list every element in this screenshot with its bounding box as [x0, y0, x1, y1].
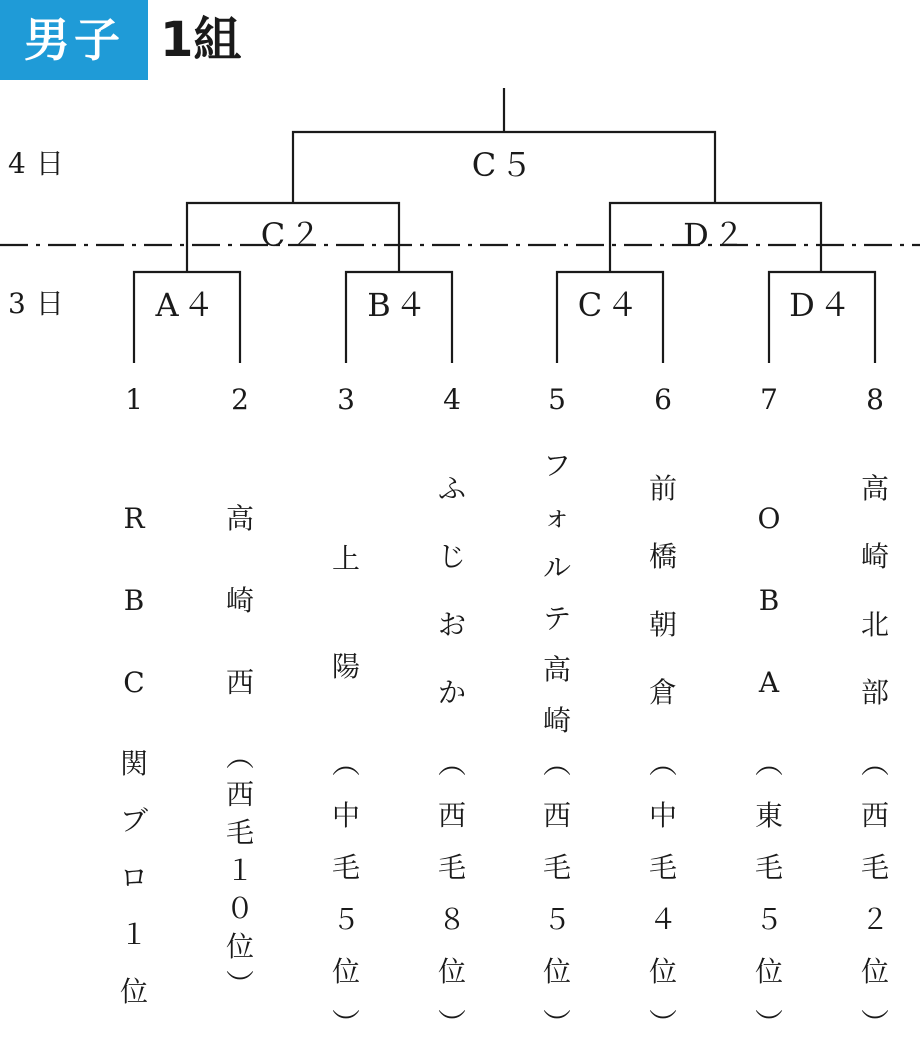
region-char: 中: [648, 799, 677, 832]
region-char: 毛: [860, 851, 889, 884]
region-char: ︵: [542, 747, 571, 780]
region-char: ︶: [648, 1007, 677, 1040]
region-char: 位: [119, 975, 148, 1008]
team-char: お: [437, 608, 466, 641]
team-char: ル: [542, 551, 571, 584]
team-char: テ: [542, 602, 571, 635]
team-char: 朝: [648, 608, 677, 641]
region-char: ５: [754, 903, 783, 936]
team-char: 崎: [225, 584, 254, 617]
team-char: じ: [437, 540, 466, 573]
seed-number-1: 1: [125, 383, 143, 416]
region-char: 西: [860, 799, 889, 832]
seed-number-8: 8: [866, 383, 884, 416]
team-char: 部: [860, 676, 889, 709]
team-name-2: [210, 478, 270, 724]
region-char: 西: [542, 799, 571, 832]
team-char: 橋: [648, 540, 677, 573]
region-char: 毛: [437, 851, 466, 884]
region-char: 位: [225, 930, 254, 963]
region-rank-8: [845, 738, 905, 1050]
region-char: ︶: [860, 1007, 889, 1040]
seed-number-3: 3: [337, 383, 355, 416]
region-char: 位: [648, 955, 677, 988]
region-char: 関: [119, 747, 148, 780]
region-char: ４: [648, 903, 677, 936]
region-char: ︵: [648, 747, 677, 780]
team-char: 高: [542, 653, 571, 686]
team-char: 北: [860, 608, 889, 641]
team-name-6: [633, 455, 693, 727]
team-char: 前: [648, 472, 677, 505]
region-rank-2: [210, 738, 270, 1004]
seed-number-6: 6: [654, 383, 672, 416]
category-badge: 男子: [0, 0, 148, 80]
region-char: ８: [437, 903, 466, 936]
region-char: ５: [542, 903, 571, 936]
match-final-label: C５: [471, 146, 537, 184]
team-char: 陽: [331, 650, 360, 683]
region-char: ︵: [437, 747, 466, 780]
group-title: 1組: [160, 12, 242, 68]
team-char: 西: [225, 666, 254, 699]
region-char: 東: [754, 799, 783, 832]
region-char: 毛: [225, 816, 254, 849]
match-semi-left-label: C２: [260, 216, 326, 254]
region-char: ︶: [225, 968, 254, 1001]
region-char: 位: [542, 955, 571, 988]
region-char: ︵: [331, 747, 360, 780]
region-char: ロ: [119, 861, 148, 894]
team-char: 上: [331, 542, 360, 575]
team-name-8: [845, 455, 905, 727]
team-char: O: [757, 502, 781, 535]
region-char: ︵: [860, 747, 889, 780]
team-char: A: [758, 666, 780, 699]
team-char: ォ: [542, 500, 571, 533]
region-char: 西: [437, 799, 466, 832]
region-char: 位: [437, 955, 466, 988]
region-char: ︶: [542, 1007, 571, 1040]
team-name-4: [422, 455, 482, 727]
match-semi-right-label: D２: [683, 216, 749, 254]
team-char: C: [123, 666, 145, 699]
day4-label: 4日: [8, 147, 74, 180]
region-char: ︵: [225, 740, 254, 773]
day3-label: 3日: [8, 287, 74, 320]
region-char: １: [119, 918, 148, 951]
region-char: ２: [860, 903, 889, 936]
match-q4-label: D４: [789, 286, 855, 324]
team-char: 崎: [542, 704, 571, 737]
team-name-1: [104, 478, 164, 724]
region-char: ︶: [437, 1007, 466, 1040]
region-char: ︵: [754, 747, 783, 780]
match-q2-label: B４: [367, 286, 431, 324]
seed-number-4: 4: [443, 383, 461, 416]
region-rank-1: [104, 735, 164, 1020]
region-char: 位: [754, 955, 783, 988]
match-q3-label: C４: [577, 286, 643, 324]
region-rank-6: [633, 738, 693, 1050]
team-char: ふ: [437, 472, 466, 505]
seed-number-2: 2: [231, 383, 249, 416]
region-char: 毛: [542, 851, 571, 884]
seed-number-7: 7: [760, 383, 778, 416]
region-char: ５: [331, 903, 360, 936]
team-char: 崎: [860, 540, 889, 573]
region-char: 毛: [648, 851, 677, 884]
region-char: ０: [225, 892, 254, 925]
team-name-3: [316, 505, 376, 721]
region-char: 西: [225, 778, 254, 811]
team-char: 高: [225, 502, 254, 535]
team-char: B: [758, 584, 780, 617]
region-rank-3: [316, 738, 376, 1050]
region-rank-5: [527, 738, 587, 1050]
region-char: ︶: [331, 1007, 360, 1040]
region-char: 位: [331, 955, 360, 988]
region-char: ︶: [754, 1007, 783, 1040]
team-char: か: [437, 676, 466, 709]
seed-number-5: 5: [548, 383, 566, 416]
region-rank-4: [422, 738, 482, 1050]
region-char: １: [225, 854, 254, 887]
team-char: B: [123, 584, 145, 617]
team-char: 高: [860, 472, 889, 505]
region-char: ブ: [119, 804, 148, 837]
team-char: 倉: [648, 676, 677, 709]
team-char: R: [123, 502, 145, 535]
team-name-5: [527, 440, 587, 746]
region-char: 位: [860, 955, 889, 988]
region-char: 中: [331, 799, 360, 832]
region-char: 毛: [331, 851, 360, 884]
match-q1-label: A４: [155, 286, 219, 324]
region-char: 毛: [754, 851, 783, 884]
team-name-7: [739, 478, 799, 724]
region-rank-7: [739, 738, 799, 1050]
team-char: フ: [542, 449, 571, 482]
